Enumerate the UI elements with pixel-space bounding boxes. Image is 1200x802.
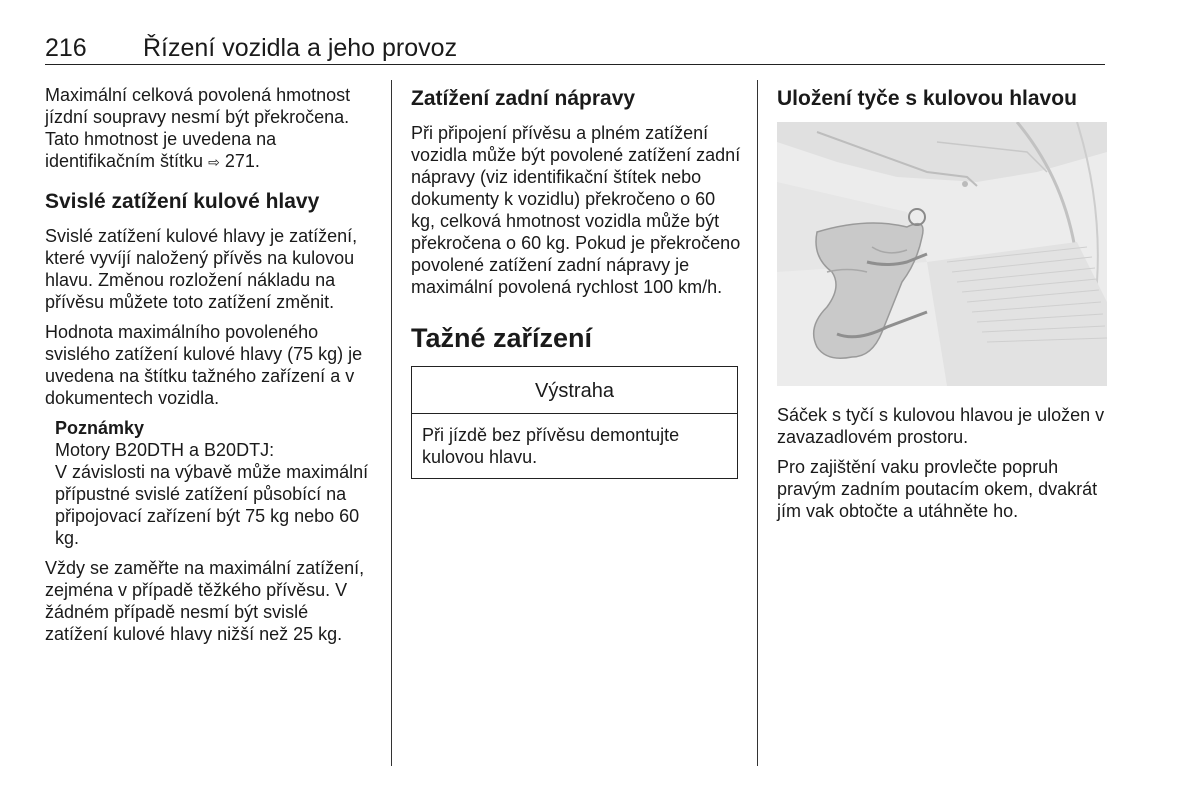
warning-box: [411, 366, 738, 479]
heading-storage: Uložení tyče s kulovou hlavou: [777, 87, 1077, 110]
warning-text: Při jízdě bez přívěsu demontujte kulovou hlavu.: [422, 425, 680, 467]
paragraph-bag-location: Sáček s tyčí s kulovou hlavou je uložen v zavazadlovém prostoru.: [777, 405, 1105, 447]
column-right: [777, 84, 1107, 530]
page-reference-link[interactable]: 271.: [224, 151, 260, 171]
page-title: Řízení vozidla a jeho provoz: [143, 34, 458, 62]
column-divider-left: [391, 80, 392, 766]
page-number: 216: [45, 34, 87, 62]
towbar-bag-illustration: [777, 122, 1107, 386]
column-divider-right: [757, 80, 758, 766]
reference-arrow-icon: ⇨: [208, 154, 220, 170]
note-engines: Motory B20DTH a B20DTJ:: [55, 440, 275, 460]
note-title: Poznámky: [55, 418, 145, 438]
paragraph-bag-securing: Pro zajištění vaku provlečte popruh pravým zadním poutacím okem, dvakrát jím vak obtočte a utáhněte ho.: [777, 457, 1098, 521]
paragraph-vertical-load: Svislé zatížení kulové hlavy je zatížení, které vyvíjí naložený přívěs na kulovou hlavu. Změnou rozložení nákladu na přívěsu můžete toto zatížení změnit.: [45, 226, 358, 312]
page-header: [45, 28, 1105, 65]
column-left: [45, 84, 375, 653]
heading-rear-axle: Zatížení zadní nápravy: [411, 87, 636, 110]
paragraph-text: Maximální celková povolená hmotnost jízdní soupravy nesmí být překročena. Tato hmotnost je uvedena na identifikačním štítku: [45, 85, 351, 171]
paragraph-max-weight: [45, 84, 375, 173]
paragraph-rear-axle: Při připojení přívěsu a plném zatížení vozidla může být povolené zatížení zadní nápravy (viz identifikační štítek nebo dokumenty k vozidlu) překročeno o 60 kg, celková hmotnost vozidla může být překročena o 60 kg. Pokud je překročeno povolené zatížení zadní nápravy je maximální povolená rychlost 100 km/h.: [411, 123, 741, 297]
warning-title: Výstraha: [412, 367, 737, 414]
paragraph-vertical-load-value: Hodnota maximálního povoleného svislého zatížení kulové hlavy (75 kg) je uvedena na štítku tažného zařízení a v dokumentech vozidla.: [45, 322, 363, 408]
note-text: V závislosti na výbavě může maximální přípustné svislé zatížení působící na připojovací zařízení být 75 kg nebo 60 kg.: [55, 462, 369, 548]
note-block: [55, 417, 375, 549]
column-middle: [411, 84, 741, 479]
heading-towbar: Tažné zařízení: [411, 323, 593, 353]
paragraph-min-load: Vždy se zaměřte na maximální zatížení, zejména v případě těžkého přívěsu. V žádném případě nesmí být svislé zatížení kulové hlavy nižší než 25 kg.: [45, 558, 365, 644]
heading-vertical-load: Svislé zatížení kulové hlavy: [45, 190, 320, 213]
